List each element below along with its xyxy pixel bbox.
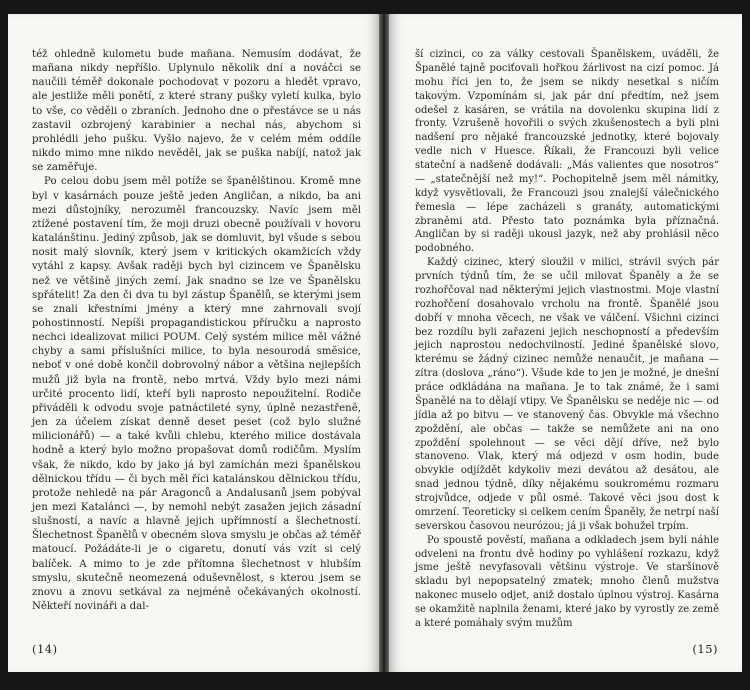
paragraph: ší cizinci, co za války cestovali Španělskem, uváděli, že Španělé tajně pociťovali hořkou žárlivost na cizí pomoc. Já mohu říci jen to, že jsem se nikdy nesetkal s ničím takovým. Vzpomínám si, jak pár dní předtím, než jsem odešel z kasáren, se vrátila na dovolenku skupina lidí z fronty. Vzrušeně hovořili o svých zkušenostech a byli plni nadšení pro nějaké francouzské jednotky, které bojovaly vedle nich v Huesce. Říkali, že Francouzi byli velice stateční a nadšeně dodávali: „Más valientes que nosotros“ — „statečnější než my!“. Pochopitelně jsem měl námitky, když vysvětlovali, že Francouzi jsou znalejší válečnického řemesla — lépe zacházeli s granáty, automatickými zbraněmi atd. Přesto tato poznámka byla příznačná. Angličan by si raději ukousl jazyk, než aby prohlásil něco podobného.	[415, 49, 719, 255]
right-page-text	[415, 48, 719, 631]
page-number-left: (14)	[32, 642, 58, 656]
paragraph: Po celou dobu jsem měl potíže se španělštinou. Kromě mne byl v kasárnách pouze ještě jeden Angličan, a nikdo, ba ani mezi důstojníky, nerozuměl francouzsky. Navíc jsem měl ztížené postavení tím, že moji druzi obecně používali v hovoru katalánštinu. Jediný způsob, jak se domluvit, byl všude s sebou nosit malý slovník, který jsem v kritických okamžicích vždy vytáhl z kapsy. Avšak raději bych byl cizincem ve Španělsku než ve většině jiných zemí. Jak snadno se lze ve Španělsku spřátelit! Za den či dva tu byl zástup Španělů, se kterými jsem se znali křestními jmény a který mne zahrnovali svojí pohostinností. Nepíši propagandistickou příručku a naprosto nechci idealizovat milici POUM. Celý systém milice měl vážné chyby a sami příslušníci milice, to byla nesourodá směsice, neboť v oné době končil dobrovolný nábor a většina nejlepších mužů již byla na frontě, nebo mrtvá. Vždy bylo mezi námi určité procento lidí, kteří byli naprosto nepoužitelní. Rodiče přiváděli k odvodu svoje patnáctileté syny, úplně nezastřeně, jen za účelem získat denně deset peset (což bylo služné milicionářů) — a také kvůli chlebu, kterého milice dostávala hodně a který bylo možno propašovat domů rodičům. Myslím však, že nikdo, kdo by jako já byl zamíchán mezi španělskou dělnickou třídu — či bych měl říci katalánskou dělnickou třídu, protože nehledě na pár Aragonců a Andalusanů jsem pobýval jen mezi Katalánci —, by nemohl nebýt zasažen jejich zásadní slušností, a navíc a hlavně jejich upřímností a šlechetností. Šlechetnost Španělů v obecném slova smyslu je občas až téměř matoucí. Požádáte-li je o cigaretu, donutí vás vzít si celý balíček. A mimo to je zde přítomna šlechetnost v hlubším smyslu, skutečně neomezená oduševnělost, s kterou jsem se znovu a znovu setkával za nejméně očekávaných okolností. Někteří novináři a dal-	[32, 176, 361, 613]
page-number-right: (15)	[692, 642, 718, 656]
paragraph: Každý cizinec, který sloužil v milici, strávil svých pár prvních týdnů tím, že se učil milovat Španěly a že se rozhořčoval nad některými jejich vlastnostmi. Moje vlastní rozhořčení dosahovalo vrcholu na frontě. Španělé jsou dobří v mnoha věcech, ne však ve válčení. Všichni cizinci bez rozdílu byli zařazeni jejich neschopností a především jejich naprostou nedochvilností. Jediné španělské slovo, kterému se žádný cizinec nemůže nenaučit, je mañana — zítra (doslova „ráno“). Všude kde to jen je možné, je dnešní práce odkládána na mañana. Je to tak známé, že i sami Španělé na to dělají vtipy. Ve Španělsku se neděje nic — od jídla až po bitvu — ve stanovený čas. Obvykle má všechno zpoždění, ale občas — takže se nemůžete ani na ono zpoždění spolehnout — se věci dějí dříve, než bylo stanoveno. Vlak, který má odjezd v osm hodin, bude obvykle odjíždět kdykoliv mezi devátou až desátou, ale snad jednou týdně, díky nějakému soukromému rozmaru strojvůdce, odjede v půl osmé. Takové věci jsou dost k omrzení. Teoreticky si celkem cením Španěly, že netrpí naší severskou časovou neurózou; já ji však bohužel trpím.	[415, 257, 719, 532]
paragraph: též ohledně kulometu bude mañana. Nemusím dodávat, že mañana nikdy nepříšlo. Uplynulo několik dní a nováčci se naučili téměř dokonale pochodovat v pozoru a hledět vpravo, ale jestliže měli ponětí, z které strany pušky vyletí kulka, bylo to vše, co věděli o zbraních. Jednoho dne o přestávce se u nás zastavil ozbrojený karabinier a nechal nás, abychom si prohlédli jeho pušku. Vyšlo najevo, že v celém mém oddíle nikdo mimo mne nikdo nevěděl, jak se puška nabíjí, natož jak se zaměřuje.	[32, 49, 361, 174]
paragraph: Po spoustě pověstí, mañana a odkladech jsem byli náhle odveleni na frontu dvě hodiny po vyhlášení rozkazu, když jsme ještě nevyfasovali většinu výstroje. Ve staršinově skladu byl nepopsatelný zmatek; mnoho členů mužstva nakonec muselo odjet, aniž dostalo úplnou výstroj. Kasárna se okamžitě naplnila ženami, které jako by vyrostly ze země a které pomáhaly svým mužům	[415, 534, 719, 629]
book-gutter	[379, 14, 389, 672]
left-page-text	[32, 48, 361, 614]
left-page	[8, 14, 379, 672]
right-page	[389, 14, 742, 672]
